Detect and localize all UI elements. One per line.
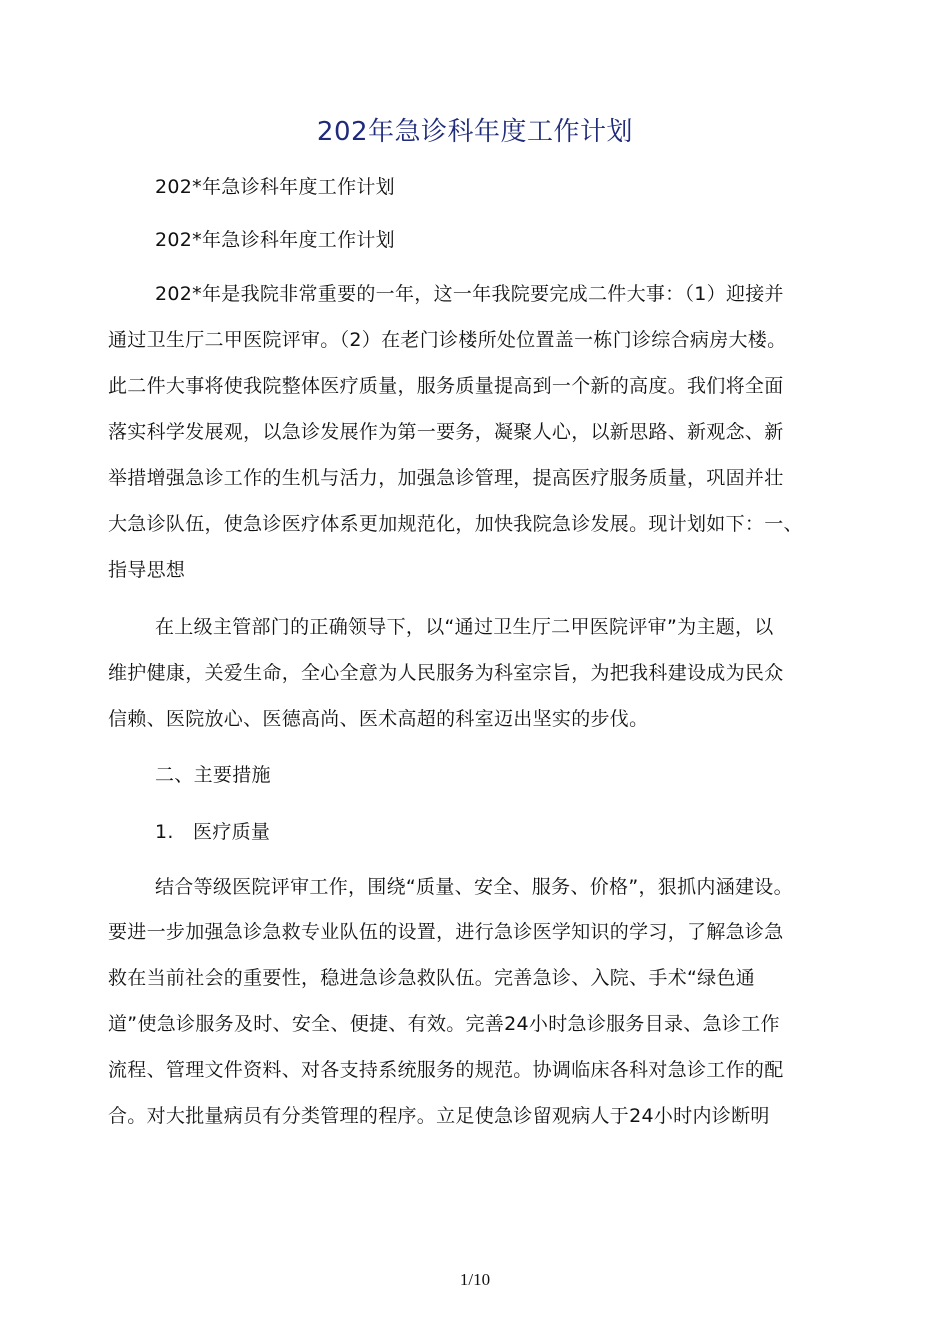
text-line: 指导思想 (108, 559, 186, 581)
text-line: 举措增强急诊工作的生机与活力，加强急诊管理，提高医疗服务质量，巩固并壮 (108, 467, 784, 489)
subsection-heading: 1. 医疗质量 (155, 821, 271, 843)
text-line: 维护健康，关爱生命，全心全意为人民服务为科室宗旨，为把我科建设成为民众 (108, 662, 784, 684)
subtitle-line: 202*年急诊科年度工作计划 (155, 229, 395, 251)
text-line: 通过卫生厅二甲医院评审。（2）在老门诊楼所处位置盖一栋门诊综合病房大楼。 (108, 329, 787, 351)
document-title: 202年急诊科年度工作计划 (316, 117, 634, 147)
subtitle-line: 202*年急诊科年度工作计划 (155, 176, 395, 198)
text-line: 信赖、医院放心、医德高尚、医术高超的科室迈出坚实的步伐。 (108, 708, 649, 730)
text-line: 道”使急诊服务及时、安全、便捷、有效。完善24小时急诊服务目录、急诊工作 (108, 1013, 780, 1035)
text-line: 救在当前社会的重要性，稳进急诊急救队伍。完善急诊、入院、手术“绿色通 (108, 967, 756, 989)
text-line: 落实科学发展观，以急诊发展作为第一要务，凝聚人心，以新思路、新观念、新 (108, 421, 784, 443)
text-line: 流程、管理文件资料、对各支持系统服务的规范。协调临床各科对急诊工作的配 (108, 1059, 784, 1081)
text-line: 在上级主管部门的正确领导下，以“通过卫生厅二甲医院评审”为主题，以 (155, 616, 774, 638)
text-line: 202*年是我院非常重要的一年，这一年我院要完成二件大事：（1）迎接并 (155, 283, 784, 305)
text-line: 结合等级医院评审工作，围绕“质量、安全、服务、价格”，狠抓内涵建设。 (155, 876, 793, 898)
text-line: 大急诊队伍，使急诊医疗体系更加规范化，加快我院急诊发展。现计划如下：一、 (108, 513, 803, 535)
page-number: 1/10 (459, 1270, 491, 1289)
text-line: 合。对大批量病员有分类管理的程序。立足使急诊留观病人于24小时内诊断明 (108, 1105, 770, 1127)
text-line: 要进一步加强急诊急救专业队伍的设置，进行急诊医学知识的学习，了解急诊急 (108, 921, 784, 943)
section-heading: 二、主要措施 (155, 764, 271, 786)
text-line: 此二件大事将使我院整体医疗质量，服务质量提高到一个新的高度。我们将全面 (108, 375, 784, 397)
